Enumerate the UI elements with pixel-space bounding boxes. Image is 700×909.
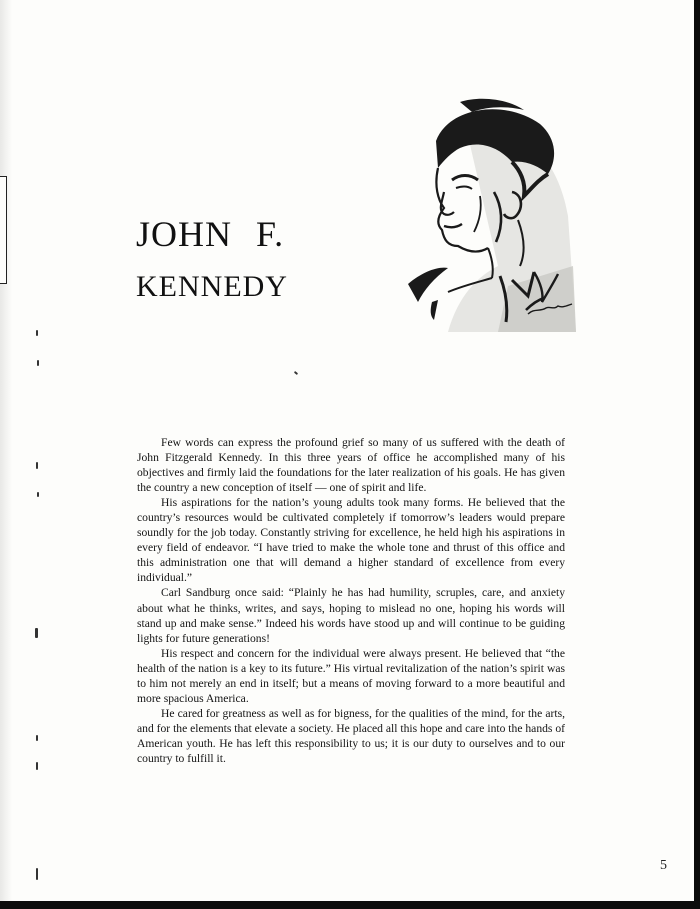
scan-speck xyxy=(36,762,38,770)
scan-speck xyxy=(294,371,298,375)
kennedy-portrait-sketch-icon xyxy=(408,96,578,332)
paragraph: He cared for greatness as well as for bigness, for the qualities of the mind, for the arts, and for the elements that elevate a society. He placed all this hope and care into the hands of American youth. He has left this responsibility to us; it is our duty to ourselves and to our country to fulfill it. xyxy=(137,706,565,765)
scan-speck xyxy=(36,330,38,336)
article-body xyxy=(137,435,565,766)
title-line-2: KENNEDY xyxy=(136,270,288,303)
scan-speck xyxy=(36,868,38,880)
scan-edge-tab xyxy=(0,176,7,284)
paragraph: His aspirations for the nation’s young adults took many forms. He believed that the country’s resources would be cultivated completely if tomorrow’s leaders would prepare soundly for the job today. Constantly striving for excellence, he held high his aspirations in every field of endeavor. “I have tried to make the whole tone and thrust of this office and this administration one that will demand a higher standard of excellence from every individual.” xyxy=(137,496,565,585)
scan-speck xyxy=(36,735,38,741)
scan-speck xyxy=(37,492,39,497)
title-line-1: JOHN F. xyxy=(136,214,285,254)
paragraph: Few words can express the profound grief so many of us suffered with the death of John Fitzgerald Kennedy. In this three years of office he accomplished many of his objectives and firmly laid the foundations for the later realization of his goals. He has given the country a new conception of itself — one of spirit and life. xyxy=(137,436,565,495)
scan-speck xyxy=(36,462,38,469)
paragraph: Carl Sandburg once said: “Plainly he has had humility, scruples, care, and anxiety about what he thinks, writes, and says, hoping to mislead no one, hoping his words will stand up and make sense.” Indeed his words have stood up and will continue to be guiding lights for future generations! xyxy=(137,586,565,645)
scan-edge-shadow xyxy=(0,0,12,901)
scan-speck xyxy=(35,628,38,638)
page-number: 5 xyxy=(660,858,667,873)
scan-speck xyxy=(37,360,39,366)
paragraph: His respect and concern for the individual were always present. He believed that “the health of the nation is a key to its future.” His virtual revitalization of the nation’s spirit was to him not merely an end in itself; but a means of moving forward to a more beautiful and more spacious America. xyxy=(137,646,565,705)
